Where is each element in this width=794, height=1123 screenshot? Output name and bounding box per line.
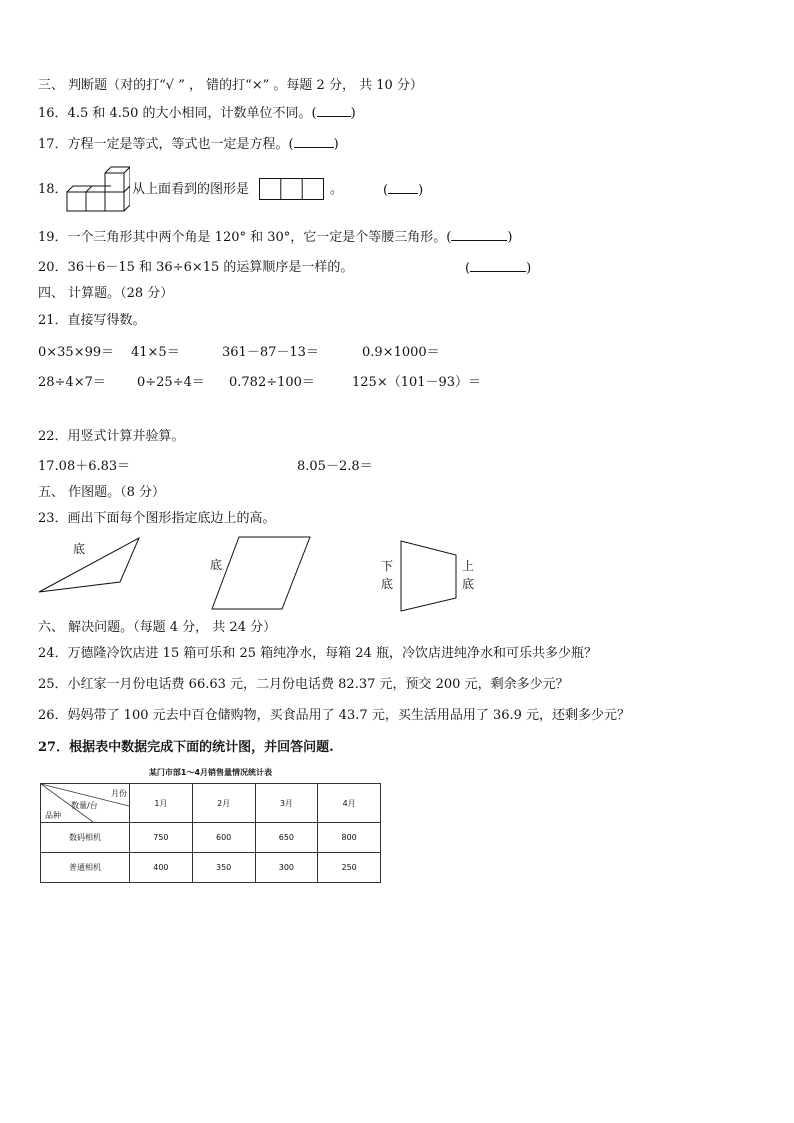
paren-close: )	[507, 230, 513, 245]
table-cell: 400	[130, 853, 193, 883]
table-title: 某门市部1～4月销售量情况统计表	[148, 768, 273, 777]
month-header: 3月	[255, 784, 318, 823]
calc-2-4: 125×（101－93）＝	[352, 375, 482, 390]
question-22: 22．用竖式计算并验算。	[38, 429, 185, 444]
table-cell: 600	[192, 823, 255, 853]
paren-close: )	[350, 106, 356, 121]
section-5-heading: 五、 作图题。（8 分）	[38, 485, 166, 500]
row-label: 数码相机	[41, 823, 130, 853]
calc-22-b: 8.05－2.8＝	[297, 459, 373, 474]
calc-2-3: 0.782÷100＝	[229, 375, 315, 390]
table-row	[41, 853, 381, 883]
corner-kind-label: 品种	[45, 811, 61, 820]
question-18-period: 。	[330, 182, 344, 197]
answer-20	[465, 259, 531, 278]
row-label: 普通相机	[41, 853, 130, 883]
question-24: 24．万德隆冷饮店进 15 箱可乐和 25 箱纯净水，每箱 24 瓶，冷饮店进纯净水和可乐共多少瓶？	[38, 646, 597, 661]
answer-blank-19[interactable]	[451, 228, 507, 241]
parallelogram-figure	[209, 535, 313, 613]
paren-close: )	[333, 137, 339, 152]
calc-1-4: 0.9×1000＝	[362, 345, 440, 360]
answer-blank-20[interactable]	[470, 259, 526, 272]
calc-2-1: 28÷4×7＝	[38, 375, 106, 390]
table-cell: 300	[255, 853, 318, 883]
cube-stack-figure	[66, 165, 130, 215]
month-header: 2月	[192, 784, 255, 823]
question-21: 21．直接写得数。	[38, 313, 146, 328]
question-20-text: 20．36＋6－15 和 36÷6×15 的运算顺序是一样的。	[38, 260, 354, 275]
table-cell: 750	[130, 823, 193, 853]
trapezoid-lower-label-2: 底	[381, 577, 394, 591]
question-26: 26．妈妈带了 100 元去中百仓储购物，买食品用了 43.7 元，买生活用品用了 36.9 元，还剩多少元？	[38, 708, 631, 723]
answer-blank-16[interactable]	[317, 104, 351, 117]
trapezoid-figure	[398, 538, 462, 614]
corner-month-label: 月份	[111, 789, 127, 798]
question-16-text: 16．4.5 和 4.50 的大小相同，计数单位不同。(	[38, 106, 317, 121]
question-16	[38, 104, 356, 123]
calc-1-1: 0×35×99＝	[38, 345, 115, 360]
calc-22-a: 17.08＋6.83＝	[38, 459, 131, 474]
table-cell: 800	[318, 823, 381, 853]
section-4-heading: 四、 计算题。（28 分）	[38, 286, 174, 301]
question-19-text: 19．一个三角形其中两个角是 120° 和 30°，它一定是个等腰三角形。(	[38, 230, 452, 245]
table-cell: 250	[318, 853, 381, 883]
sales-table	[40, 783, 381, 883]
calc-1-2: 41×5＝	[131, 345, 180, 360]
parallelogram-base-label: 底	[210, 558, 223, 572]
answer-18	[383, 181, 423, 200]
trapezoid-upper-label-2: 底	[462, 577, 475, 591]
corner-qty-label: 数量/台	[71, 801, 98, 810]
table-cell: 650	[255, 823, 318, 853]
question-18-number: 18．	[38, 182, 68, 197]
calc-1-3: 361－87－13＝	[222, 345, 319, 360]
table-cell: 350	[192, 853, 255, 883]
section-6-heading: 六、 解决问题。（每题 4 分， 共 24 分）	[38, 620, 277, 635]
paren-open: (	[383, 183, 389, 198]
answer-blank-18[interactable]	[388, 181, 418, 194]
question-18-text: 从上面看到的图形是	[132, 182, 250, 197]
paren-close: )	[418, 183, 424, 198]
paren-close: )	[526, 261, 532, 276]
table-corner-cell	[41, 784, 130, 823]
question-17-text: 17．方程一定是等式，等式也一定是方程。(	[38, 137, 294, 152]
calc-2-2: 0÷25÷4＝	[137, 375, 205, 390]
section-3-heading: 三、 判断题（对的打“√ ” ， 错的打“×” 。每题 2 分， 共 10 分）	[38, 78, 423, 93]
question-19	[38, 228, 512, 247]
triangle-base-label: 底	[73, 542, 86, 556]
month-header: 1月	[130, 784, 193, 823]
table-row	[41, 823, 381, 853]
question-25: 25．小红家一月份电话费 66.63 元，二月份电话费 82.37 元，预交 200 元，剩余多少元？	[38, 677, 569, 692]
table-header-row	[41, 784, 381, 823]
question-27: 27．根据表中数据完成下面的统计图，并回答问题.	[38, 740, 334, 755]
question-23: 23．画出下面每个图形指定底边上的高。	[38, 511, 276, 526]
trapezoid-upper-label-1: 上	[462, 559, 475, 573]
question-17	[38, 135, 339, 154]
top-view-figure	[259, 178, 325, 201]
triangle-figure	[36, 535, 142, 595]
month-header: 4月	[318, 784, 381, 823]
answer-blank-17[interactable]	[294, 135, 334, 148]
trapezoid-lower-label-1: 下	[381, 559, 394, 573]
paren-open: (	[465, 261, 471, 276]
